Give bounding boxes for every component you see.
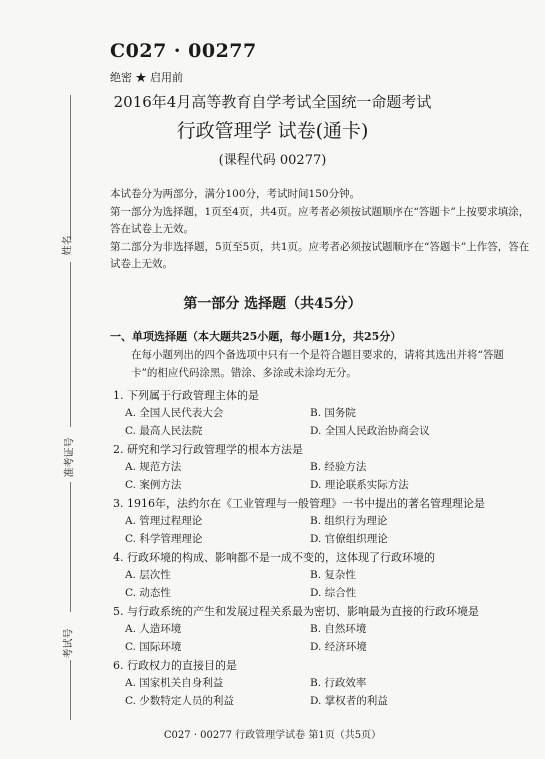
option-c: C. 案例方法 — [125, 479, 182, 491]
page-footer: C027 · 00277 行政管理学试卷 第1页（共5页） — [163, 730, 382, 741]
option-b: B. 经验方法 — [310, 461, 367, 473]
option-c: C. 动态性 — [125, 587, 171, 599]
option-a: A. 管理过程理论 — [125, 515, 203, 527]
question-stem: 2. 研究和学习行政管理学的根本方法是 — [113, 443, 303, 456]
part-title: 第一部分 选择题（共45分） — [183, 296, 362, 312]
option-b: B. 行政效率 — [310, 677, 367, 689]
question-stem: 1. 下列属于行政管理主体的是 — [113, 389, 259, 402]
option-a: A. 国家机关自身利益 — [125, 677, 224, 689]
question-stem: 3. 1916年，法约尔在《工业管理与一般管理》一书中提出的著名管理理论是 — [113, 497, 485, 510]
option-d: D. 官僚组织理论 — [310, 533, 388, 545]
option-a: A. 层次性 — [125, 569, 171, 581]
option-b: B. 国务院 — [310, 407, 356, 419]
paper-code: C027 · 00277 — [110, 40, 257, 62]
option-d: D. 综合性 — [310, 587, 357, 599]
option-b: B. 复杂性 — [310, 569, 356, 581]
option-d: D. 理论联系实际方法 — [310, 479, 409, 491]
option-c: C. 科学管理理论 — [125, 533, 203, 545]
question-stem: 6. 行政权力的直接目的是 — [113, 659, 237, 672]
binding-line-bottom — [70, 660, 71, 720]
option-a: A. 人造环境 — [125, 623, 182, 635]
course-code: (课程代码 00277) — [218, 153, 327, 168]
instructions — [110, 186, 530, 274]
option-d: D. 经济环境 — [310, 641, 367, 653]
option-b: B. 组织行为理论 — [310, 515, 388, 527]
option-d: D. 掌权者的利益 — [310, 695, 388, 707]
confidential-mark: 绝密 ★ 启用前 — [110, 71, 183, 84]
exam-title: 2016年4月高等教育自学考试全国统一命题考试 — [113, 93, 432, 111]
instruction-line: 本试卷分为两部分，满分100分，考试时间150分钟。 — [110, 188, 361, 200]
option-a: A. 规范方法 — [125, 461, 182, 473]
option-b: B. 自然环境 — [310, 623, 367, 635]
binding-line-mid — [70, 262, 71, 427]
option-c: C. 少数特定人员的利益 — [125, 695, 234, 707]
binding-line-low — [70, 482, 71, 612]
name-label: 姓名 — [62, 235, 74, 256]
option-c: C. 国际环境 — [125, 641, 182, 653]
option-a: A. 全国人民代表大会 — [125, 407, 224, 419]
ticket-number-label: 准考证号 — [64, 437, 76, 478]
question-stem: 4. 行政环境的构成、影响都不是一成不变的，这体现了行政环境的 — [113, 551, 435, 564]
instruction-line: 第一部分为选择题，1页至4页，共4页。应考者必须按试题顺序在“答题卡”上按要求填涂，答在试卷上无效。 — [110, 205, 530, 235]
option-d: D. 全国人民政治协商会议 — [310, 425, 430, 437]
option-c: C. 最高人民法院 — [125, 425, 203, 437]
section-note: 在每小题列出的四个备选项中只有一个是符合题目要求的，请将其选出并将“答题卡”的相应代码涂黑。错涂、多涂或未涂均无分。 — [131, 349, 504, 379]
question-stem: 5. 与行政系统的产生和发展过程关系最为密切、影响最为直接的行政环境是 — [113, 605, 479, 618]
exam-number-label: 考试号 — [63, 628, 75, 659]
paper-title: 行政管理学 试卷(通卡) — [176, 120, 369, 142]
instruction-line: 第二部分为非选择题，5页至5页，共1页。应考者必须按试题顺序在“答题卡”上作答，答在试卷上无效。 — [110, 240, 530, 270]
section-heading: 一、单项选择题（本大题共25小题，每小题1分，共25分） — [110, 330, 402, 343]
